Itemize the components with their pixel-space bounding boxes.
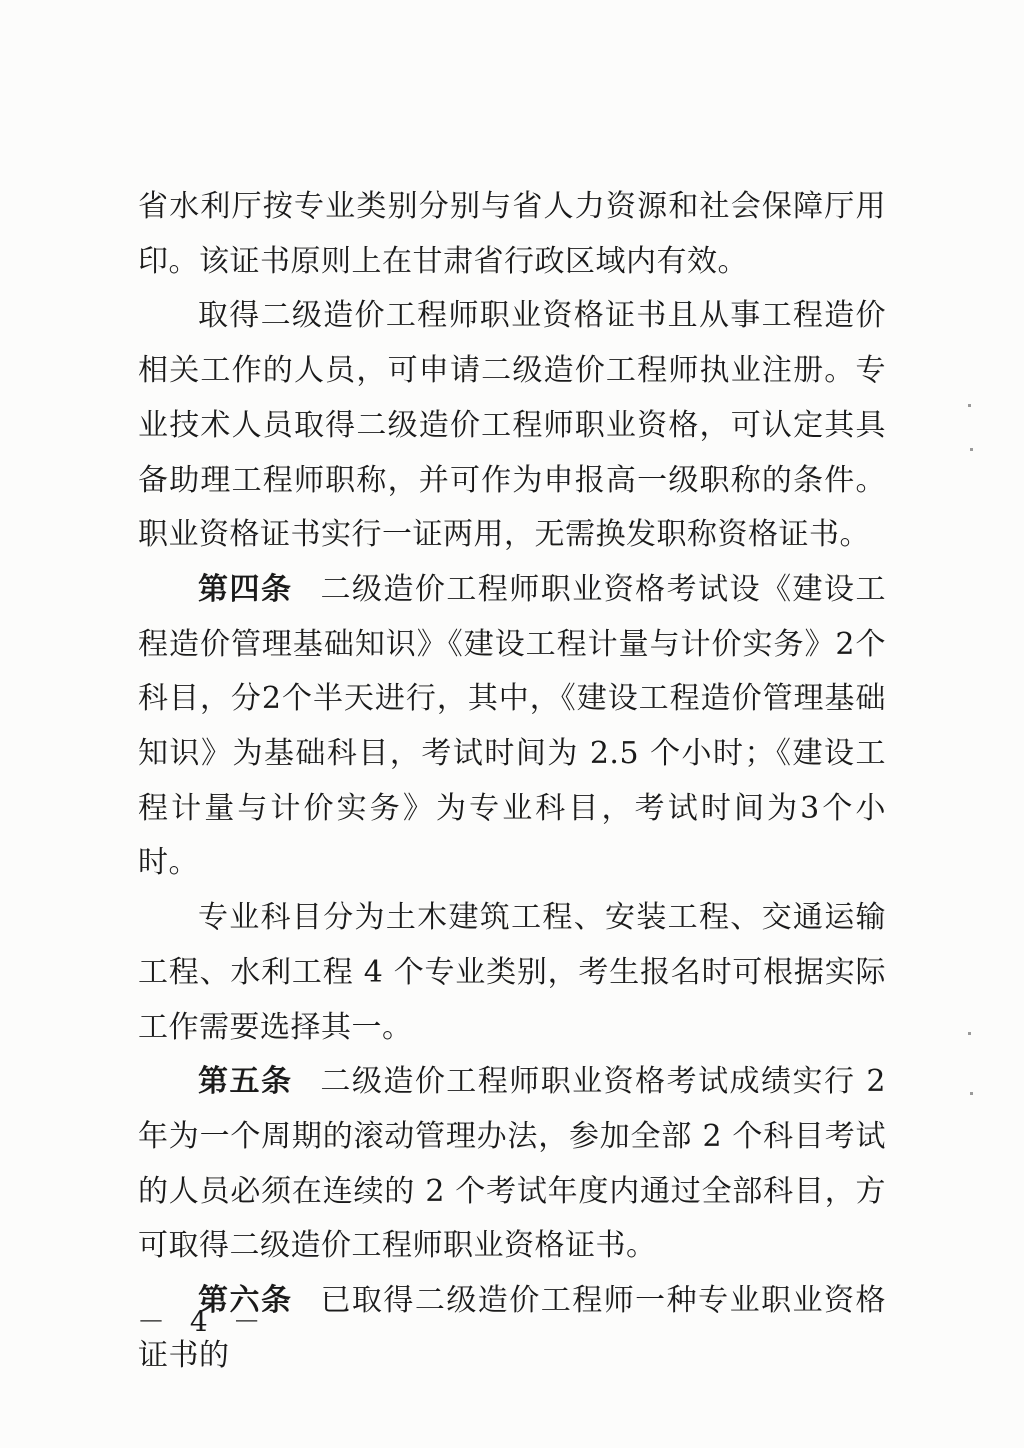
page-number: － 4 － — [137, 1305, 269, 1338]
article-6-text: 已取得二级造价工程师一种专业职业资格证书的 — [138, 1283, 887, 1373]
paragraph-2 — [138, 289, 886, 563]
scan-speck — [968, 404, 971, 407]
paragraph-4 — [138, 891, 886, 1055]
article-5-text: 二级造价工程师职业资格考试成绩实行 2 年为一个周期的滚动管理办法，参加全部 2 个科目考试的人员必须在连续的 2 个考试年度内通过全部科目，方可取得二级造价工程师职业资格证书。 — [138, 1064, 887, 1264]
paragraph-1 — [138, 180, 886, 289]
scan-speck — [968, 1032, 971, 1035]
paragraph-text: 取得二级造价工程师职业资格证书且从事工程造价相关工作的人员，可申请二级造价工程师执业注册。专业技术人员取得二级造价工程师职业资格，可认定其具备助理工程师职称，并可作为申报高一级职称的条件。职业资格证书实行一证两用，无需换发职称资格证书。 — [138, 298, 886, 553]
article-6-label: 第六条 — [198, 1283, 293, 1319]
paragraph-text: 省水利厅按专业类别分别与省人力资源和社会保障厅用印。该证书原则上在甘肃省行政区域内有效。 — [138, 189, 886, 279]
paragraph-text: 专业科目分为土木建筑工程、安装工程、交通运输工程、水利工程 4 个专业类别，考生报名时可根据实际工作需要选择其一。 — [138, 900, 886, 1045]
article-5-label: 第五条 — [198, 1064, 293, 1100]
scan-speck — [970, 448, 973, 451]
document-body — [138, 180, 886, 1383]
article-4-label: 第四条 — [198, 571, 293, 607]
article-5 — [138, 1055, 886, 1274]
article-4-text: 二级造价工程师职业资格考试设《建设工程造价管理基础知识》《建设工程计量与计价实务》2个科目，分2个半天进行，其中，《建设工程造价管理基础知识》为基础科目，考试时间为 2.5 个小时；《建设工程计量与计价实务》为专业科目，考试时间为3个小时。 — [138, 571, 887, 881]
article-4 — [138, 563, 886, 891]
scan-speck — [970, 1092, 973, 1095]
